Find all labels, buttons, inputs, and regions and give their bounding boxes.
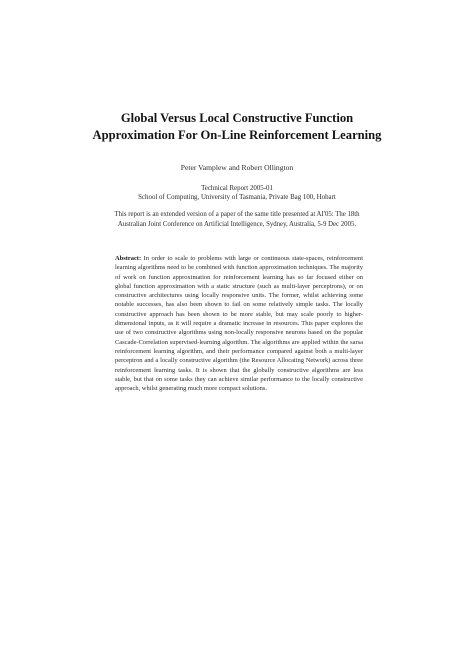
paper-title-line-2: Approximation For On-Line Reinforcement Learning [92, 128, 382, 142]
report-affiliation: School of Computing, University of Tasmania, Private Bag 100, Hobart [138, 194, 336, 202]
publication-note [0, 210, 474, 229]
author-list: Peter Vamplew and Robert Ollington [180, 163, 294, 172]
abstract-body: In order to scale to problems with large or continuous state-spaces, reinforcement learning algorithms need to be combined with function approximation techniques. The majority of work on function approximation for reinforcement learning has so far focused either on global function approximation with a static structure (such as multi-layer perceptrons), or on constructive architectures using locally responsive units. The former, whilst achieving some notable successes, has also been shown to fail on some relatively simple tasks. The locally constructive approach has been shown to be more stable, but may scale poorly to higher-dimensional inputs, as it will require a dramatic increase in resources. This paper explores the use of two constructive algorithms using non-locally responsive neurons based on the popular Cascade-Correlation supervised-learning algorithm. The algorithms are applied within the sarsa reinforcement learning algorithm, and their performance compared against both a multi-layer perceptron and a locally constructive algorithm (the Resource Allocating Network) across three reinforcement learning tasks. It is shown that the globally constructive algorithms are less stable, but that on some tasks they can achieve similar performance to the locally constructive approach, whilst generating much more compact solutions. [115, 255, 364, 393]
publication-note-line-1: This report is an extended version of a paper of the same title presented at AI'05: The 18th [114, 211, 360, 218]
report-number: Technical Report 2005-01 [201, 185, 273, 192]
report-info [0, 184, 474, 203]
abstract-label: Abstract: [115, 255, 142, 262]
abstract [115, 254, 363, 393]
publication-note-line-2: Australian Joint Conference on Artificial Intelligence, Sydney, Australia, 5-9 Dec 2005. [117, 220, 357, 228]
paper-title-line-1: Global Versus Local Constructive Function [120, 111, 354, 125]
